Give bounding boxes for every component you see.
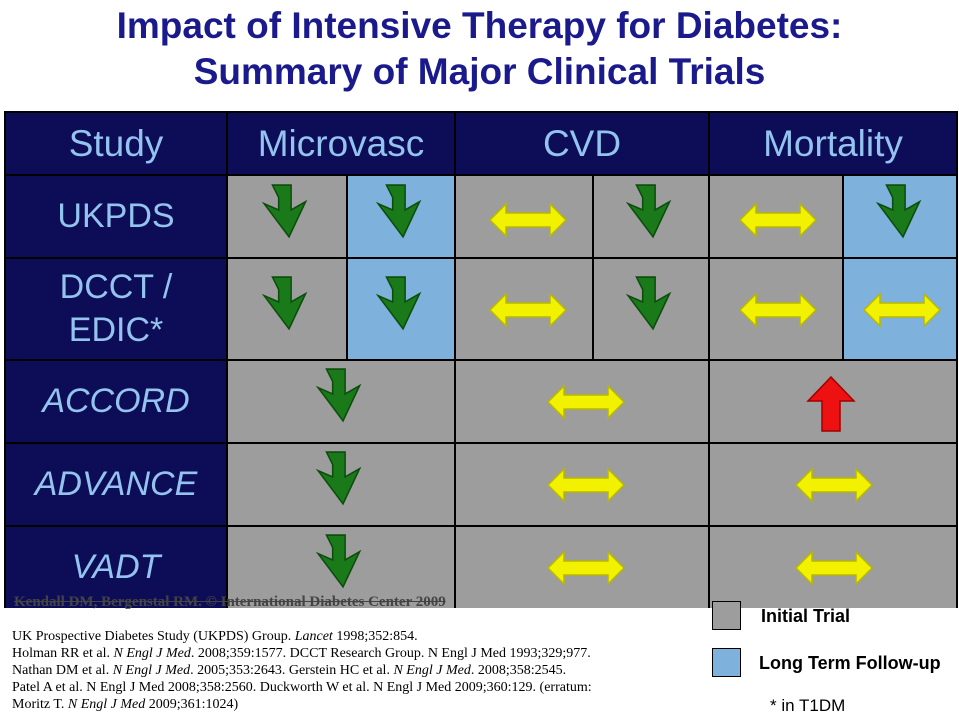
arrow-down-icon xyxy=(316,533,368,591)
journal-name: N Engl J Med xyxy=(112,663,191,678)
arrow-bidirectional-icon xyxy=(488,201,568,239)
reference-line-3 xyxy=(12,662,592,679)
page-title-line2: Summary of Major Clinical Trials xyxy=(193,51,766,92)
legend-label-long-term: Long Term Follow-up xyxy=(759,653,941,673)
arrow-down-icon xyxy=(262,183,314,241)
reference-text: . 2008;359:1577. DCCT Research Group. N Engl J Med 1993;329;977. xyxy=(190,646,591,661)
arrow-down-icon xyxy=(626,183,678,241)
arrow-bidirectional-icon xyxy=(546,466,626,504)
arrow-down-icon xyxy=(376,275,428,333)
journal-name: N Engl J Med xyxy=(113,646,191,661)
journal-name: N Engl J Med xyxy=(393,663,471,678)
reference-line-1 xyxy=(12,628,592,645)
arrow-down-icon xyxy=(262,275,314,333)
row-label-accord: ACCORD xyxy=(6,361,226,442)
page-title-line1: Impact of Intensive Therapy for Diabetes: xyxy=(116,5,843,46)
arrow-down-icon xyxy=(626,275,678,333)
legend-label-initial: Initial Trial xyxy=(761,606,851,626)
journal-name: N Engl J Med xyxy=(67,697,146,712)
reference-text: . 2005;353:2643. Gerstein HC et al. xyxy=(190,663,394,678)
header-microvasc: Microvasc xyxy=(228,113,454,174)
row-label-ukpds: UKPDS xyxy=(6,176,226,257)
trials-table xyxy=(4,111,958,608)
reference-text: 1998;352:854. xyxy=(332,629,418,644)
arrow-bidirectional-icon xyxy=(794,466,874,504)
arrow-down-icon xyxy=(376,183,428,241)
reference-text: 2009;361:1024) xyxy=(145,697,239,712)
legend-swatch-initial xyxy=(712,601,741,630)
header-mortality: Mortality xyxy=(710,113,956,174)
legend-swatch-long-term xyxy=(712,648,741,677)
arrow-bidirectional-icon xyxy=(794,549,874,587)
reference-text: Holman RR et al. xyxy=(12,646,114,661)
reference-text: UK Prospective Diabetes Study (UKPDS) Group. xyxy=(12,629,295,644)
arrow-down-icon xyxy=(876,183,928,241)
journal-name: Lancet xyxy=(294,629,333,644)
reference-text: Nathan DM et al. xyxy=(12,663,113,678)
legend-note-t1dm: * in T1DM xyxy=(770,696,846,715)
header-cvd: CVD xyxy=(456,113,708,174)
row-label-vadt: VADT xyxy=(6,527,226,608)
arrow-bidirectional-icon xyxy=(546,549,626,587)
copyright-citation: Kendall DM, Bergenstal RM. © International Diabetes Center 2009 xyxy=(14,594,446,610)
arrow-bidirectional-icon xyxy=(488,291,568,329)
reference-text: . 2008;358:2545. xyxy=(470,663,567,678)
row-label-dcct-edic: DCCT / EDIC* xyxy=(6,259,226,359)
reference-line-5 xyxy=(12,696,592,713)
row-label-advance: ADVANCE xyxy=(6,444,226,525)
arrow-down-icon xyxy=(316,450,368,508)
arrow-up-icon xyxy=(806,375,856,433)
arrow-bidirectional-icon xyxy=(546,383,626,421)
header-study: Study xyxy=(6,113,226,174)
arrow-down-icon xyxy=(316,367,368,425)
reference-line-2 xyxy=(12,645,592,662)
arrow-bidirectional-icon xyxy=(862,291,942,329)
arrow-bidirectional-icon xyxy=(738,201,818,239)
references xyxy=(12,628,592,713)
reference-line-4: Patel A et al. N Engl J Med 2008;358:2560. Duckworth W et al. N Engl J Med 2009;360:129. (erratum: xyxy=(12,680,592,695)
arrow-bidirectional-icon xyxy=(738,291,818,329)
reference-text: Moritz T. xyxy=(12,697,68,712)
